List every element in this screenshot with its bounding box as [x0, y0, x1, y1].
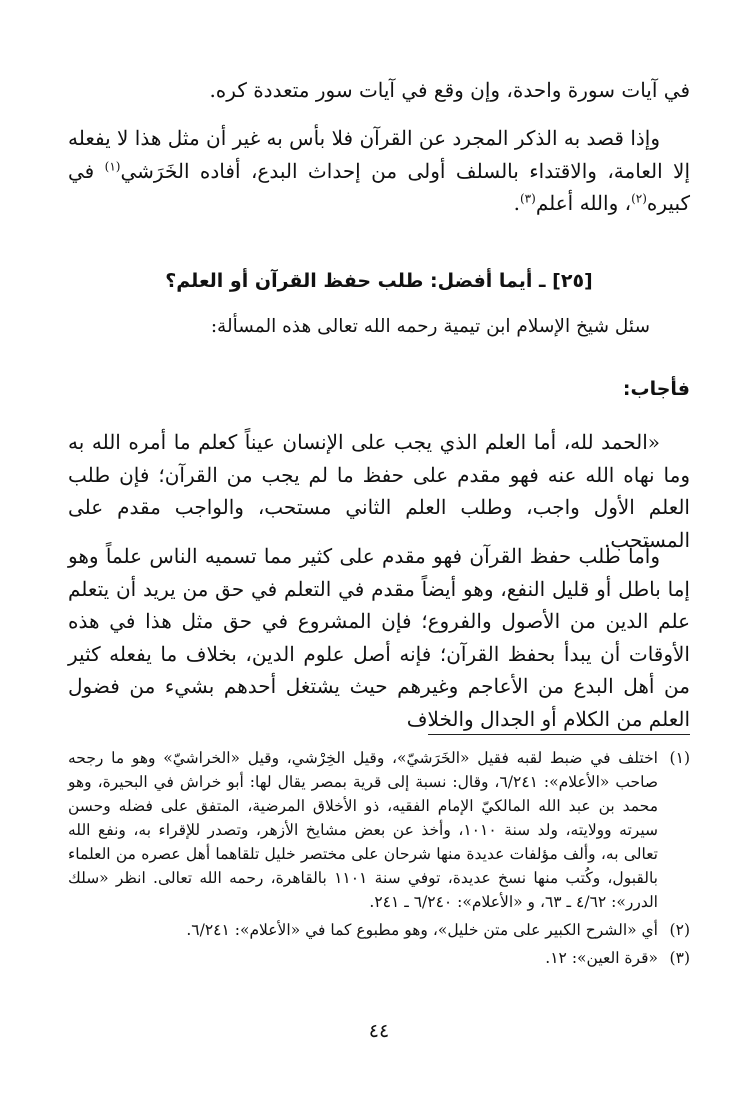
- footnote-ref-3: (٣): [519, 191, 536, 206]
- footnote-divider: [428, 734, 690, 735]
- paragraph-dhikr-end: ، والله أعلم: [535, 191, 632, 215]
- footnotes: [68, 746, 690, 970]
- footnote-1-text: اختلف في ضبط لقبه فقيل «الخَرَشيّ»، وقيل الخِرْشي، وقيل «الخراشيّ» وهو ما رجحه صاحب «الأعلام»: ٦/٢٤١، وقال: نسبة إلى قرية بمصر يقال لها: أبو خراش في البحيرة، وهو محمد بن عبد الله المالكيّ الإمام الفقيه، ذو الأخلاق المرضية، المتفق على فضله وحسن سيرته وولايته، ولد سنة ١٠١٠، وأخذ عن بعض مشايخ الأزهر، وتصدر للإقراء به، ونفع الله تعالى به، وألف مؤلفات عديدة منها شرحان على مختصر خليل تلقاهما أهل عصره من العلماء بالقبول، وكُتب منها نسخ عديدة، توفي سنة ١١٠١ بالقاهرة، رحمه الله تعالى. انظر «سلك الدرر»: ٤/٦٢ ـ ٦٣، و «الأعلام»: ٦/٢٤٠ ـ ٢٤١.: [68, 749, 658, 911]
- footnote-3: [68, 946, 690, 970]
- paragraph-dhikr-tail: .: [513, 191, 520, 215]
- footnote-1-number: (١): [669, 749, 690, 767]
- page-body: [68, 74, 690, 1074]
- footnote-1: [68, 746, 690, 914]
- answer-label: فأجاب:: [622, 378, 690, 400]
- paragraph-dhikr-mid: في كبيره: [68, 158, 690, 215]
- answer-paragraph-1: «الحمد لله، أما العلم الذي يجب على الإنسان عيناً كعلم ما أمره الله به وما نهاه الله عنه فهو مقدم على حفظ ما لم يجب من القرآن؛ فإن طلب العلم الأول واجب، وطلب العلم الثاني مستحب، والواجب مقدم على المستحب.: [68, 430, 690, 552]
- footnote-ref-2: (٢): [631, 191, 647, 206]
- footnote-ref-1: (١): [104, 158, 121, 173]
- answer-paragraph-2: وأما طلب حفظ القرآن فهو مقدم على كثير مما تسميه الناس علماً وهو إما باطل أو قليل النفع، وهو أيضاً مقدم في التعلم في حق من يريد أن يتعلم علم الدين من الأصول والفروع؛ فإن المشروع في حق مثل هذا في هذه الأوقات أن يبدأ بحفظ القرآن؛ فإنه أصل علوم الدين، بخلاف ما يفعله كثير من أهل البدع من الأعاجم وغيرهم حيث يشتغل أحدهم بشيء من فضول العلم من الكلام أو الجدال والخلاف: [68, 544, 690, 731]
- footnote-2-number: (٢): [669, 921, 690, 939]
- footnote-2: [68, 918, 690, 942]
- section-heading: [٢٥] ـ أيما أفضل: طلب حفظ القرآن أو العلم؟: [165, 270, 593, 292]
- footnote-2-text: أي «الشرح الكبير على متن خليل»، وهو مطبوع كما في «الأعلام»: ٦/٢٤١.: [186, 921, 658, 939]
- page-number: ٤٤: [368, 1020, 390, 1042]
- footnote-3-number: (٣): [669, 949, 690, 967]
- paragraph-dhikr: [68, 122, 690, 220]
- paragraph-continuation: في آيات سورة واحدة، وإن وقع في آيات سور متعددة كره.: [209, 78, 690, 102]
- footnote-3-text: «قرة العين»: ١٢.: [545, 949, 658, 967]
- question-intro: سئل شيخ الإسلام ابن تيمية رحمه الله تعالى هذه المسألة:: [210, 316, 650, 337]
- paragraph-dhikr-main: وإذا قصد به الذكر المجرد عن القرآن فلا بأس به غير أن مثل هذا لا يفعله إلا العامة، والاقتداء بالسلف أولى من إحداث البدع، أفاده الخَرَشي: [68, 126, 691, 183]
